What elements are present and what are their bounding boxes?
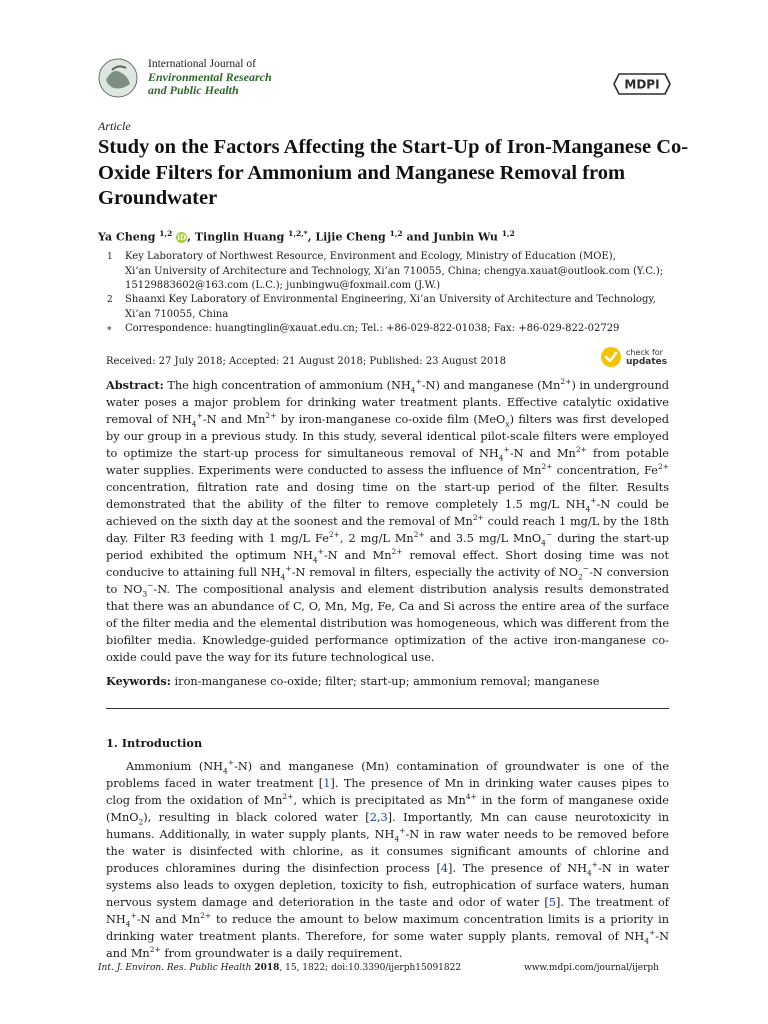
keywords <box>106 674 669 688</box>
correspondence: Correspondence: huangtinglin@xauat.edu.cn; Tel.: +86-029-822-01038; Fax: +86-029-822-02729 <box>125 323 620 334</box>
introduction-paragraph: Ammonium $(NH_4^+-N)$ and manganese (Mn) contamination of groundwater is one of the problems faced in water treatment [1]. The presence of Mn in drinking water causes pipes to clog from the oxidation of $Mn^{2+}$, which is precipitated as $Mn^{4+}$ in the form of manganese oxide (MnO$_2$), resulting in black colored water [2,3]. Importantly, Mn can cause neurotoxicity in humans. Additionally, in water supply plants, $NH_4^+-N$ in raw water needs to be removed before the water is disinfected with chlorine, as it consumes significant amounts of chlorine and produces chloramines during the disinfection process [4]. The presence of $NH_4^+-N$ in water systems also leads to oxygen depletion, toxicity to fish, eutrophication of surface waters, human nervous system damage and deterioration in the taste and odor of water [5]. The treatment of $NH_4^+-N$ and $Mn^{2+}$ to reduce the amount to below maximum concentration limits is a priority in drinking water treatment plants. Therefore, for some water supply plants, removal of $NH_4^+-N$ and $Mn^{2+}$ from groundwater is a daily requirement. <box>106 758 670 960</box>
footer-journal-abbr: Int. J. Environ. Res. Public Health <box>98 963 252 973</box>
footer-year: 2018 <box>254 963 280 973</box>
author-affiliation-mark: 1,2,* <box>288 229 308 238</box>
journal-logo-icon <box>98 58 138 98</box>
author-separator: and <box>402 230 434 244</box>
citation-link[interactable]: 3 <box>380 811 388 824</box>
author-affiliation-mark: 1,2 <box>389 229 403 238</box>
keywords-text: iron-manganese co-oxide; filter; start-up; ammonium removal; manganese <box>170 675 600 688</box>
affiliation-line: 15129883602@163.com (L.C.); junbingwu@foxmail.com (J.W.) <box>125 280 441 291</box>
journal-name-line2: Environmental Research <box>148 70 272 84</box>
citation-link[interactable]: 4 <box>440 862 449 875</box>
footer-citation <box>98 963 461 973</box>
mdpi-logo <box>613 72 671 96</box>
affiliation-2 <box>125 293 656 322</box>
keywords-label: Keywords: <box>106 674 171 688</box>
affiliation-line: Key Laboratory of Northwest Resource, Environment and Ecology, Ministry of Education (MOE), <box>125 251 616 262</box>
author-affiliation-mark: 1,2 <box>501 229 515 238</box>
citation-link[interactable]: 2 <box>369 811 377 824</box>
check-updates-line2: updates <box>626 357 668 367</box>
author-separator: , <box>187 230 195 244</box>
section-divider <box>106 708 669 709</box>
affiliation-line: Xi’an University of Architecture and Technology, Xi’an 710055, China; chengya.xauat@outlook.com (Y.C.); <box>125 265 664 277</box>
publication-dates: Received: 27 July 2018; Accepted: 21 August 2018; Published: 23 August 2018 <box>106 356 507 367</box>
check-updates-icon <box>600 346 622 368</box>
author-name: Tinglin Huang <box>194 230 285 244</box>
affiliation-line: Xi’an 710055, China <box>125 308 229 320</box>
affiliation-1 <box>125 250 663 294</box>
journal-name <box>148 58 272 97</box>
citation-link[interactable]: 1 <box>323 777 331 790</box>
affiliation-line: Shaanxi Key Laboratory of Environmental Engineering, Xi’an University of Architecture and Technology, <box>125 294 656 305</box>
author-name: Ya Cheng <box>98 230 156 244</box>
journal-name-line3: and Public Health <box>148 83 239 97</box>
paper-title: Study on the Factors Affecting the Start-Up of Iron-Manganese Co-Oxide Filters for Ammonium and Manganese Removal from Groundwater <box>98 136 689 209</box>
article-type: Article <box>98 119 131 133</box>
author-name: Junbin Wu <box>433 230 498 244</box>
footer-volume-doi: , 15, 1822; doi:10.3390/ijerph15091822 <box>279 963 462 973</box>
orcid-icon[interactable]: iD <box>177 232 187 242</box>
abstract: Abstract: The high concentration of ammonium $(NH_4^+-N)$ and manganese $(Mn^{2+})$ in underground water poses a major problem for drinking water treatment plants. Effective catalytic oxidative removal of $NH_4^+-N$ and $Mn^{2+}$ by iron-manganese co-oxide film (MeO$_x$) filters was first developed by our group in a previous study. In this study, several identical pilot-scale filters were employed to optimize the start-up process for simultaneous removal of $NH_4^+-N$ and $Mn^{2+}$ from potable water supplies. Experiments were conducted to assess the influence of $Mn^{2+}$ concentration, $Fe^{2+}$ concentration, filtration rate and dosing time on the start-up period of the filter. Results demonstrated that the ability of the filter to remove completely 1.5 mg/L $NH_4^+-N$ could be achieved on the sixth day at the soonest and the removal of $Mn^{2+}$ could reach 1 mg/L by the 18th day. Filter R3 feeding with 1 mg/L $Fe^{2+}$, 2 mg/L $Mn^{2+}$ and 3.5 mg/L MnO$_4$− during the start-up period exhibited the optimum $NH_4^+-N$ and $Mn^{2+}$ removal effect. Short dosing time was not conducive to attaining full $NH_4^+-N$ removal in filters, especially the activity of $NO_2^--N$ conversion to $NO_3^--N$. The compositional analysis and element distribution analysis results demonstrated that there was an abundance of C, O, Mn, Mg, Fe, Ca and Si across the entire area of the surface of the filter media and the elemental distribution was homogeneous, which was different from the biofilter media. Knowledge-guided performance optimization of the active iron-manganese co-oxide could pave the way for its future technological use. <box>106 377 670 664</box>
abstract-label: Abstract: <box>106 378 164 392</box>
mdpi-logo-text: MDPI <box>624 77 660 92</box>
author-name: Lijie Cheng <box>315 230 386 244</box>
correspondence-mark: * <box>107 326 112 336</box>
author-separator: , <box>307 230 316 244</box>
affiliation-mark: 2 <box>107 295 113 305</box>
footer-journal-url[interactable]: www.mdpi.com/journal/ijerph <box>524 963 659 973</box>
check-updates-line1: check for <box>626 348 663 357</box>
section-heading-introduction: 1. Introduction <box>106 736 203 750</box>
affiliation-mark: 1 <box>107 252 113 262</box>
journal-name-line1: International Journal of <box>148 58 256 70</box>
check-for-updates-button[interactable] <box>600 346 675 370</box>
citation-link[interactable]: 5 <box>548 896 556 909</box>
author-list <box>98 229 515 244</box>
author-affiliation-mark: 1,2 <box>159 229 173 238</box>
